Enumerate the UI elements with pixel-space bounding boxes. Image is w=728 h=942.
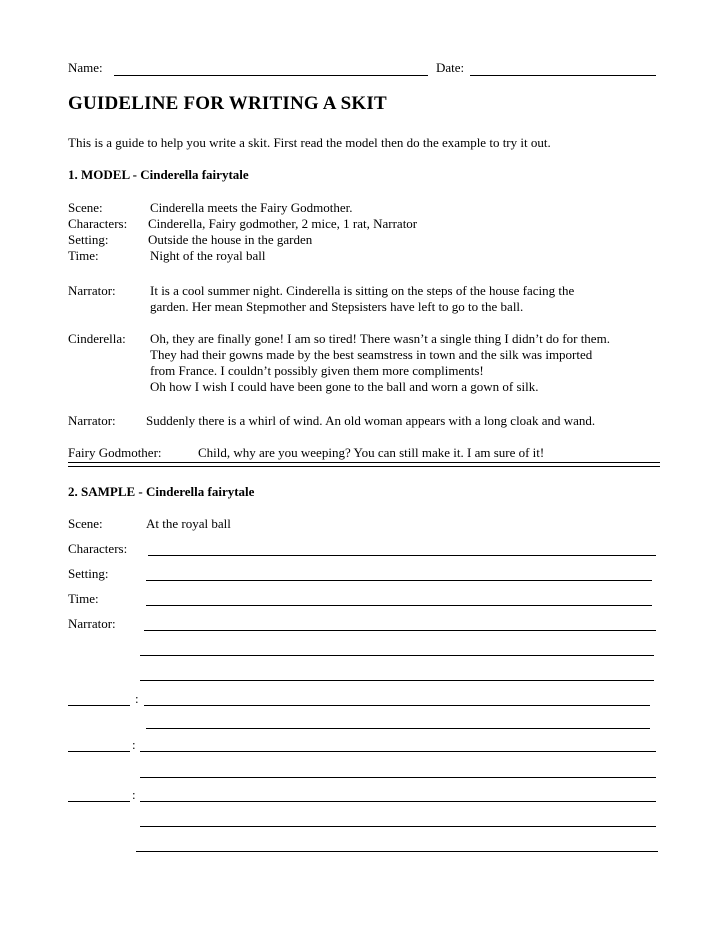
sample-narrator-line-1[interactable] [144,630,656,631]
page-title: GUIDELINE FOR WRITING A SKIT [68,93,387,114]
speaker-3-line-1[interactable] [140,801,656,802]
speaker-1-name-line[interactable] [68,705,130,706]
model-cinderella-line-1: Oh, they are finally gone! I am so tired! There wasn’t a single thing I didn’t do for them. [150,331,610,346]
speaker-3-line-3[interactable] [136,851,658,852]
sample-narrator-line-3[interactable] [140,680,654,681]
speaker-1-line-2[interactable] [146,728,650,729]
speaker-2-name-line[interactable] [68,751,130,752]
speaker-2-colon: : [132,737,136,752]
sample-setting-label: Setting: [68,566,109,581]
sample-time-line[interactable] [146,605,652,606]
speaker-3-colon: : [132,787,136,802]
name-label: Name: [68,60,103,75]
model-cinderella-line-3: from France. I couldn’t possibly given them more compliments! [150,363,484,378]
sample-time-label: Time: [68,591,99,606]
sample-characters-line[interactable] [148,555,656,556]
model-narrator2-value: Suddenly there is a whirl of wind. An old woman appears with a long cloak and wand. [146,413,596,428]
section-divider [68,462,660,467]
model-scene-label: Scene: [68,200,103,215]
model-narrator-line-1: It is a cool summer night. Cinderella is sitting on the steps of the house facing the [150,283,575,298]
model-narrator2-label: Narrator: [68,413,116,428]
model-time-value: Night of the royal ball [150,248,266,263]
model-godmother-label: Fairy Godmother: [68,445,162,460]
model-characters-value: Cinderella, Fairy godmother, 2 mice, 1 rat, Narrator [148,216,418,231]
sample-narrator-line-2[interactable] [140,655,654,656]
model-scene-value: Cinderella meets the Fairy Godmother. [150,200,353,215]
sample-narrator-label: Narrator: [68,616,116,631]
model-setting-value: Outside the house in the garden [148,232,313,247]
speaker-3-line-2[interactable] [140,826,656,827]
speaker-1-colon: : [135,691,139,706]
model-heading: 1. MODEL - Cinderella fairytale [68,167,249,182]
speaker-2-line-1[interactable] [140,751,656,752]
model-cinderella-line-2: They had their gowns made by the best seamstress in town and the silk was imported [150,347,593,362]
speaker-1-line-1[interactable] [144,705,650,706]
model-cinderella-label: Cinderella: [68,331,126,346]
sample-scene-value: At the royal ball [146,516,231,531]
date-field-line[interactable] [470,75,656,76]
intro-text: This is a guide to help you write a skit. First read the model then do the example to try it out. [68,135,551,150]
name-field-line[interactable] [114,75,428,76]
sample-heading: 2. SAMPLE - Cinderella fairytale [68,484,255,499]
model-cinderella-line-4: Oh how I wish I could have been gone to the ball and worn a gown of silk. [150,379,539,394]
sample-characters-label: Characters: [68,541,128,556]
model-setting-label: Setting: [68,232,109,247]
speaker-2-line-2[interactable] [140,777,656,778]
model-time-label: Time: [68,248,99,263]
model-narrator-line-2: garden. Her mean Stepmother and Stepsisters have left to go to the ball. [150,299,524,314]
date-label: Date: [436,60,465,75]
model-godmother-value: Child, why are you weeping? You can still make it. I am sure of it! [198,445,545,460]
model-characters-label: Characters: [68,216,128,231]
speaker-3-name-line[interactable] [68,801,130,802]
sample-setting-line[interactable] [146,580,652,581]
model-narrator-label: Narrator: [68,283,116,298]
sample-scene-label: Scene: [68,516,103,531]
